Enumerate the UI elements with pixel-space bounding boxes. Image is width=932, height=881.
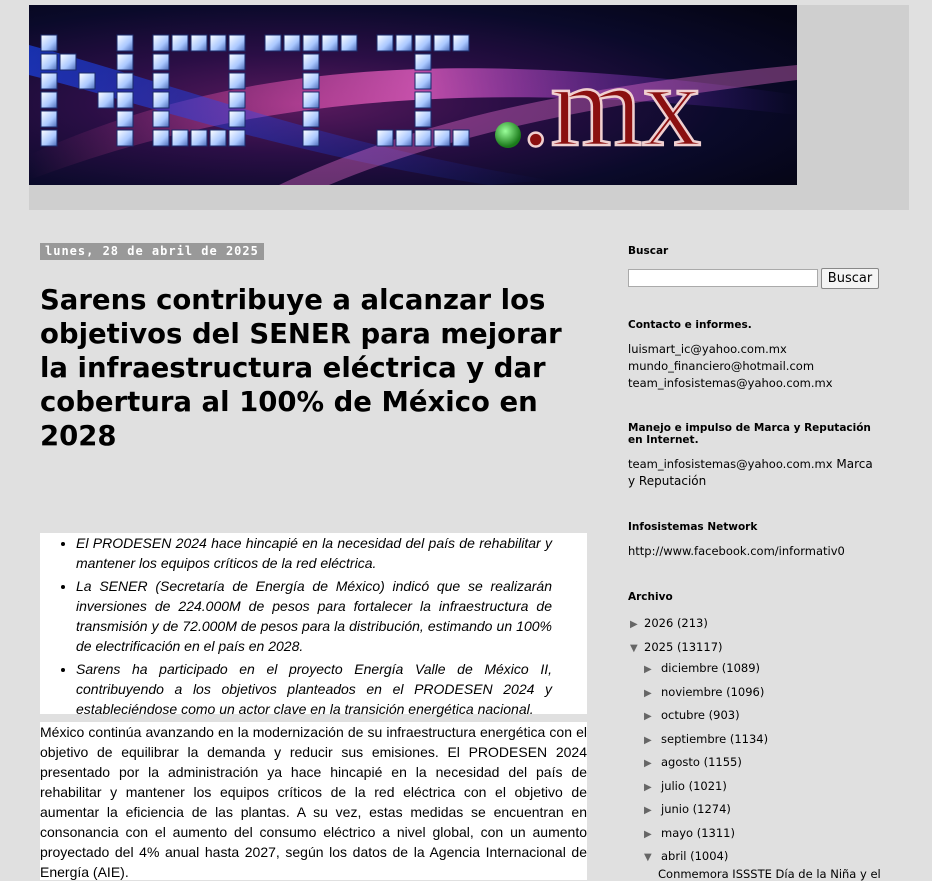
post-highlights — [40, 533, 587, 717]
search-input[interactable] — [628, 269, 818, 287]
brand-text: Marca y Reputación — [628, 457, 873, 488]
post-body: México continúa avanzando en la modernización de su infraestructura energética con el objetivo de equilibrar la demanda y reducir sus emisiones. El PRODESEN 2024 presentado por la administración ya hace hincapié en la necesidad del país de rehabilitar y mantener los equipos críticos de la red eléctrica con el objetivo de aumentar la eficiencia de las plantas. A su vez, estas medidas se encuentran en consonancia con el aumento del consumo eléctrico a nivel global, con un aumento proyectado del 4% anual hasta 2027, según los datos de la Agencia Internacional de Energía (AIE). — [40, 724, 587, 880]
triangle-right-icon[interactable]: ▶ — [644, 687, 652, 699]
triangle-right-icon[interactable]: ▶ — [644, 758, 652, 769]
contact-email: luismart_ic@yahoo.com.mx — [628, 342, 787, 356]
logo-green-dot — [495, 122, 521, 148]
brand-widget-text — [628, 456, 878, 490]
triangle-right-icon[interactable]: ▶ — [644, 711, 652, 722]
search-button[interactable]: Buscar — [821, 268, 879, 289]
post-title[interactable]: Sarens contribuye a alcanzar los objetivos del SENER para mejorar la infraestructura eléctrica y dar cobertura al 100% de México en 2028 — [40, 284, 562, 452]
highlight-item: • La SENER (Secretaría de Energía de México) indicó que se realizarán inversiones de 224.000M de pesos para fortalecer la infraestructura de transmisión y de 72.000M de pesos para la distribución, estimando un 100% de electrificación en el país en 2028. — [76, 576, 552, 656]
post-date: lunes, 28 de abril de 2025 — [40, 243, 264, 260]
site-banner-logo[interactable] — [29, 5, 797, 185]
triangle-right-icon[interactable]: ▶ — [644, 734, 652, 746]
archive-widget-title: Archivo — [628, 591, 673, 603]
archive-month-item[interactable]: ▶ junio (1274) — [644, 802, 731, 816]
archive-month-item[interactable]: ▶ julio (1021) — [644, 778, 727, 793]
triangle-right-icon[interactable]: ▶ — [644, 805, 652, 816]
archive-month-item[interactable]: ▶ noviembre (1096) — [644, 684, 765, 699]
archive-month-item[interactable]: ▶ mayo (1311) — [644, 825, 735, 840]
highlight-item: • Sarens ha participado en el proyecto Energía Valle de México II, contribuyendo a los objetivos planteados en el PRODESEN 2024 y estableciéndose como un actor clave en la transición energética nacional. — [76, 659, 552, 719]
triangle-down-icon[interactable]: ▼ — [644, 852, 652, 863]
highlight-item: • El PRODESEN 2024 hace hincapié en la necesidad del país de rehabilitar y mantener los equipos críticos de la red eléctrica. — [76, 533, 552, 573]
logo-mx-text: .mx — [521, 40, 702, 171]
archive-post-link[interactable]: Conmemora ISSSTE Día de la Niña y el — [658, 867, 881, 881]
archive-month-item[interactable]: ▶ septiembre (1134) — [644, 731, 769, 746]
network-widget-title: Infosistemas Network — [628, 521, 758, 533]
archive-year-2025[interactable]: ▼ 2025 (13117) — [630, 640, 723, 654]
contact-email: mundo_financiero@hotmail.com — [628, 359, 815, 373]
archive-month-item[interactable]: ▼ abril (1004) — [644, 849, 729, 863]
triangle-down-icon[interactable]: ▼ — [630, 643, 638, 654]
triangle-right-icon[interactable]: ▶ — [644, 828, 652, 840]
search-widget-title: Buscar — [628, 245, 669, 257]
contact-widget-title: Contacto e informes. — [628, 319, 752, 331]
triangle-right-icon[interactable]: ▶ — [644, 664, 652, 675]
contact-email: team_infosistemas@yahoo.com.mx — [628, 376, 833, 390]
brand-email: team_infosistemas@yahoo.com.mx — [628, 457, 833, 471]
archive-year-2026[interactable]: ▶ 2026 (213) — [630, 616, 708, 630]
network-link[interactable]: http://www.facebook.com/informativ0 — [628, 544, 845, 558]
archive-month-item[interactable]: ▶ agosto (1155) — [644, 755, 742, 769]
triangle-right-icon[interactable]: ▶ — [630, 619, 638, 630]
triangle-right-icon[interactable]: ▶ — [644, 781, 652, 793]
archive-month-item[interactable]: ▶ diciembre (1089) — [644, 661, 761, 675]
brand-widget-title: Manejo e impulso de Marca y Reputación en Internet. — [628, 422, 871, 446]
archive-month-item[interactable]: ▶ octubre (903) — [644, 708, 740, 722]
